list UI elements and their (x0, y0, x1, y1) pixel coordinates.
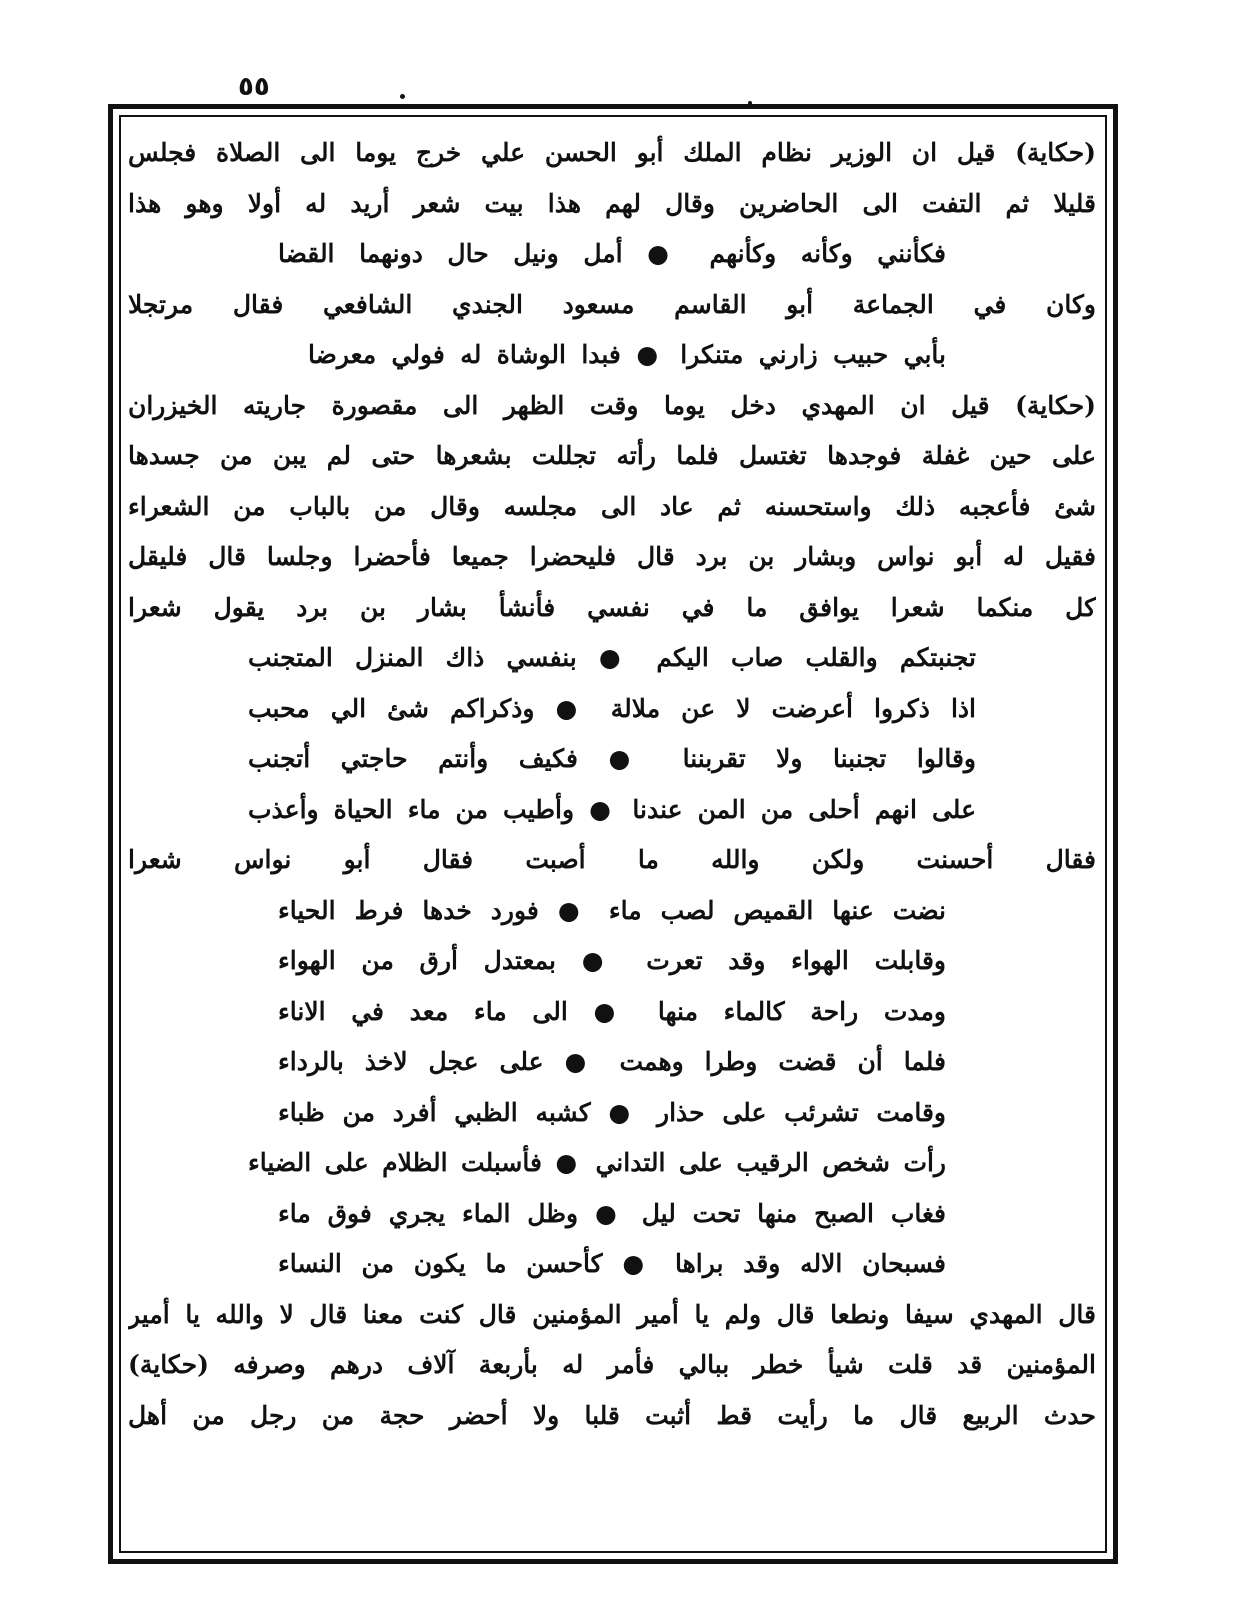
text-line: المؤمنين قد قلت شيأ خطر ببالي فأمر له بأربعة آلاف درهم وصرفه (حكاية) (128, 1350, 1096, 1379)
verse-line: وقالوا تجنبنا ولا تقربننا ● فكيف وأنتم حاجتي أتجنب (248, 744, 976, 773)
text-line: شئ فأعجبه ذلك واستحسنه ثم عاد الى مجلسه وقال من بالباب من الشعراء (128, 491, 1096, 521)
verse-line: ومدت راحة كالماء منها ● الى ماء معد في الاناء (278, 996, 946, 1026)
verse-line: فكأنني وكأنه وكأنهم ● أمل ونيل حال دونهما القضا (278, 239, 946, 268)
verse-line: نضت عنها القميص لصب ماء ● فورد خدها فرط الحياء (278, 895, 946, 925)
text-line: وكان في الجماعة أبو القاسم مسعود الجندي الشافعي فقال مرتجلا (128, 289, 1096, 319)
page-text (128, 128, 1096, 1548)
text-line: على حين غفلة فوجدها تغتسل فلما رأته تجللت بشعرها حتى لم يبن من جسدها (128, 441, 1096, 470)
verse-line: فلما أن قضت وطرا وهمت ● على عجل لاخذ بالرداء (278, 1047, 946, 1076)
verse-line: تجنبتكم والقلب صاب اليكم ● بنفسي ذاك المنزل المتجنب (248, 643, 976, 672)
verse-line: اذا ذكروا أعرضت لا عن ملالة ● وذكراكم شئ الي محبب (248, 693, 976, 723)
verse-line: وقامت تشرئب على حذار ● كشبه الظبي أفرد من ظباء (278, 1097, 946, 1127)
text-line: (حكاية) قيل ان الوزير نظام الملك أبو الحسن علي خرج يوما الى الصلاة فجلس (128, 138, 1096, 167)
verse-line: فغاب الصبح منها تحت ليل ● وظل الماء يجري فوق ماء (278, 1198, 946, 1228)
page-number: ٥٥ (238, 72, 270, 102)
verse-line: رأت شخص الرقيب على التداني ● فأسبلت الظلام على الضياء (248, 1148, 946, 1177)
text-line: كل منكما شعرا يوافق ما في نفسي فأنشأ بشار بن برد يقول شعرا (128, 592, 1096, 622)
text-line: قليلا ثم التفت الى الحاضرين وقال لهم هذا بيت شعر أريد له أولا وهو هذا (128, 188, 1096, 218)
verse-line: على انهم أحلى من المن عندنا ● وأطيب من ماء الحياة وأعذب (248, 794, 976, 824)
text-line: حدث الربيع قال ما رأيت قط أثبت قلبا ولا أحضر حجة من رجل من أهل (128, 1400, 1096, 1430)
ink-speck (400, 94, 405, 99)
text-line: قال المهدي سيفا ونطعا قال ولم يا أمير المؤمنين قال كنت معنا قال لا والله يا أمير (128, 1299, 1096, 1329)
verse-line: فسبحان الاله وقد براها ● كأحسن ما يكون من النساء (278, 1249, 946, 1278)
text-line: فقال أحسنت ولكن والله ما أصبت فقال أبو نواس شعرا (128, 845, 1096, 874)
text-line: (حكاية) قيل ان المهدي دخل يوما وقت الظهر الى مقصورة جاريته الخيزران (128, 390, 1096, 420)
verse-line: وقابلت الهواء وقد تعرت ● بمعتدل أرق من الهواء (278, 946, 946, 975)
verse-line: بأبي حبيب زارني متنكرا ● فبدا الوشاة له فولي معرضا (308, 340, 946, 369)
text-line: فقيل له أبو نواس وبشار بن برد قال فليحضرا جميعا فأحضرا وجلسا قال فليقل (128, 542, 1096, 571)
